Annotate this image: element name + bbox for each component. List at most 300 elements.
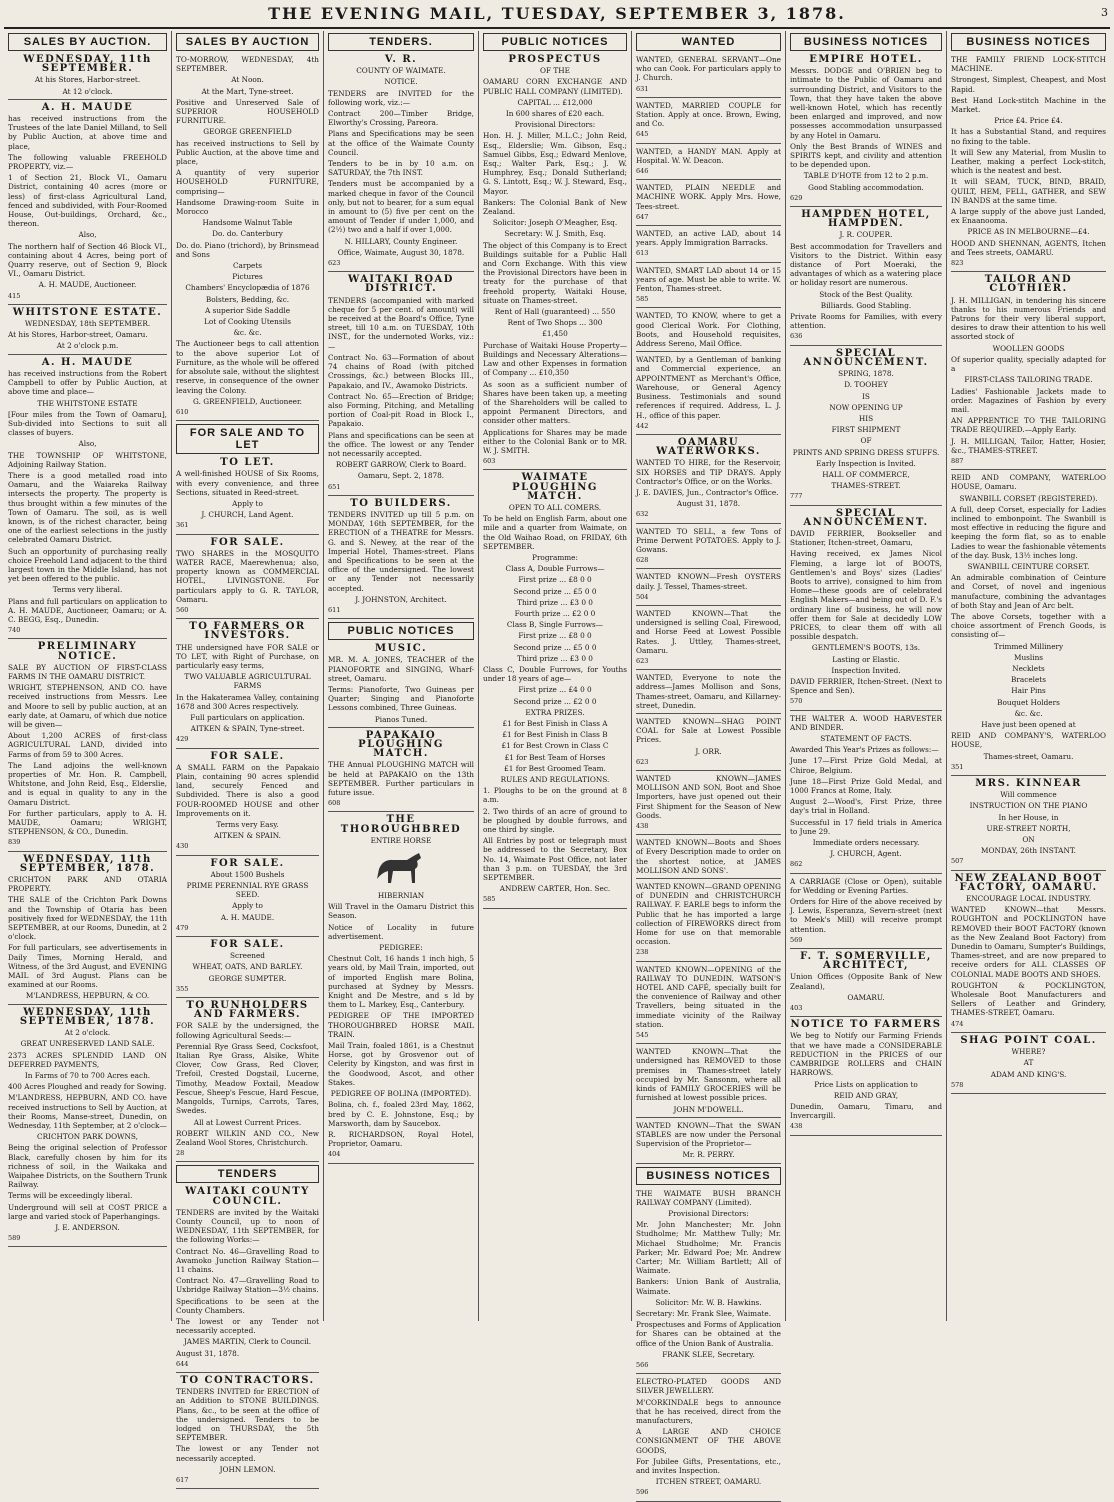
advertisement	[636, 609, 781, 666]
ad-line: Specifications to be seen at the County Chambers.	[176, 1296, 319, 1315]
ad-line: &c. &c.	[233, 328, 262, 338]
ad-separator	[636, 713, 781, 714]
advertisement	[636, 183, 781, 222]
ad-line: Purchase of Waitaki House Property—Buildings and Necessary Alterations—Law and other Expenses in formation of Company ... £10,350	[483, 340, 627, 378]
ad-line: JOHN M'DOWELL.	[673, 1104, 744, 1114]
ad-number: 479	[176, 923, 189, 932]
ad-line: DAVID FERRIER, Itchen-Street. (Next to Spence and Sen).	[790, 676, 942, 696]
ad-line: At his Stores, Harbor-street.	[34, 75, 141, 85]
ad-line: OAMARU.	[847, 992, 885, 1002]
ad-line: Will Travel in the Oamaru District this Season.	[328, 902, 474, 921]
ad-number: 429	[176, 735, 189, 744]
ad-line: M'LANDRESS, HEPBURN, AND CO. have received instructions to Sell by Auction, at their Rooms, Manse-street, Dunedin, on Wednesday, 11th September, at 2 o'clock—	[8, 1093, 167, 1130]
ad-line: has received instructions from the Trustees of the late Daniel Milland, to Sell by Public Auction, at above time and place,	[8, 114, 167, 151]
ad-line: D. TOOHEY	[844, 380, 888, 390]
ad-line: Bouquet Holders	[997, 697, 1060, 707]
ad-line: At 12 o'clock.	[62, 86, 113, 96]
ad-line: GEORGE SUMPTER.	[208, 973, 287, 983]
ad-line: WANTED KNOWN—OPENING of the RAILWAY TO DUNEDIN. WATSON'S HOTEL AND CAFÉ, specially built for the convenience of Railway and other Travellers, being situated in the immediate vicinity of the Railway station.	[636, 964, 781, 1029]
ad-line: IS	[862, 391, 870, 401]
ad-separator	[176, 936, 319, 937]
advertisement	[176, 55, 319, 417]
ad-number: 355	[176, 984, 189, 993]
ad-number: 647	[636, 212, 649, 221]
ad-line: J. CHURCH, Land Agent.	[201, 510, 294, 520]
ad-line: WANTED, TO KNOW, where to get a good Clerical Work. For Clothing, Boots, and Household requisites, Address Sereno, Mail Office.	[636, 311, 781, 349]
ad-line: Private Rooms for Families, with every attention.	[790, 312, 942, 331]
ad-line: TO-MORROW, WEDNESDAY, 4th SEPTEMBER.	[176, 55, 319, 74]
section-header: BUSINESS NOTICES	[790, 33, 942, 51]
ad-number: 438	[790, 1122, 803, 1131]
ad-line: TENDERS are invited by the Waitaki County Council, up to noon of WEDNESDAY, 11th SEPTEMBER, for the following Works:—	[176, 1207, 319, 1245]
ad-line: WANTED, Everyone to note the address—James Mollison and Sons, Thames-street, Oamaru, and Killarney-street, Dunedin.	[636, 673, 781, 710]
advertisement	[951, 473, 1106, 772]
ad-line: Early Inspection is Invited.	[816, 458, 916, 468]
ad-number: 644	[176, 1359, 189, 1368]
ad-line: A LARGE AND CHOICE CONSIGNMENT OF THE ABOVE GOODS,	[636, 1427, 781, 1455]
ad-line: Contract No. 65—Erection of Bridge; also Forming, Pitching, and Metalling portion of Coal-pit Road in Block I., Papakaio.	[328, 391, 474, 429]
ad-line: Inspection Invited.	[831, 665, 901, 675]
ad-number: 623	[328, 259, 341, 268]
ad-line: Immediate orders necessary.	[812, 838, 920, 848]
ad-line: THE WAIMATE BUSH BRANCH RAILWAY COMPANY (Limited).	[636, 1188, 781, 1207]
masthead-rule	[4, 27, 1110, 29]
ad-line: FOR SALE.	[210, 750, 285, 762]
advertisement	[636, 311, 781, 348]
section-header: FOR SALE AND TO LET	[176, 424, 319, 454]
ad-separator	[8, 638, 167, 639]
ad-line: Class A, Double Furrows—	[505, 564, 605, 574]
ad-line: AN APPRENTICE TO THE TAILORING TRADE REQUIRED.—Apply Early.	[951, 416, 1106, 435]
ad-line: Best accommodation for Travellers and Visitors to the District. Within easy distance of Port Moeraki, the advantages of which as a watering place or holiday resort are numerous.	[790, 241, 942, 288]
advertisement	[328, 55, 474, 268]
ad-separator	[176, 748, 319, 749]
newspaper-title: THE EVENING MAIL, TUESDAY, SEPTEMBER 3, 1878.	[268, 4, 846, 23]
advertisement	[8, 358, 167, 636]
ad-line: FOR SALE.	[210, 536, 285, 548]
ad-line: Also,	[78, 439, 97, 449]
ad-line: A. H. MAUDE, Auctioneer.	[38, 280, 137, 290]
advertisement	[790, 210, 942, 342]
ad-line: N. HILLARY, County Engineer.	[344, 236, 458, 246]
ad-line: SPRING, 1878.	[838, 369, 894, 379]
ad-number: 404	[328, 1150, 341, 1159]
ad-line: OF THE	[540, 66, 570, 76]
ad-line: At Noon.	[231, 75, 264, 85]
ad-separator	[176, 855, 319, 856]
ad-line: At 2 o'clock p.m.	[56, 341, 119, 351]
advertisement	[636, 1121, 781, 1160]
ad-separator	[328, 618, 474, 619]
advertisement	[328, 644, 474, 724]
ad-number: 585	[483, 895, 496, 904]
ad-number: 629	[790, 193, 803, 202]
ad-number: 651	[328, 482, 341, 491]
ad-line: All Entries by post or telegraph must be addressed to the Secretary, Box No. 14, Waimate Post Office, not later than 3 p.m. on TUESDAY, the 3rd SEPTEMBER.	[483, 836, 627, 883]
column-public-notices	[479, 31, 632, 1321]
ad-line: SWANBILL CORSET (REGISTERED).	[959, 493, 1098, 503]
ad-line: OAMARU CORN EXCHANGE AND PUBLIC HALL COMPANY (LIMITED).	[483, 77, 627, 96]
ad-line: 1 of Section 21, Block VI., Oamaru District, containing 40 acres (more or less) of first-class Agricultural Land, fenced and subdivided, with Four-Roomed House, Out-buildings, Orchard, &c., thereon.	[8, 173, 167, 229]
ad-line: All at Lowest Current Prices.	[193, 1117, 302, 1127]
ad-line: TO LET.	[220, 457, 275, 469]
ad-line: PRICE AS IN MELBOURNE—£4.	[967, 227, 1090, 237]
ad-line: SALE BY AUCTION OF FIRST-CLASS FARMS IN THE OAMARU DISTRICT.	[8, 662, 167, 681]
ad-date: August 31, 1878.	[176, 1348, 240, 1358]
ad-separator	[328, 727, 474, 728]
ad-line: We beg to Notify our Farming Friends that we have made a CONSIDERABLE REDUCTION in the PRICES of our CAMBRIDGE ROLLERS and CHAIN HARROWS.	[790, 1031, 942, 1078]
ad-separator	[8, 354, 167, 355]
ad-line: Perennial Rye Grass Seed, Cocksfoot, Italian Rye Grass, Alsike, White Clover, Cow Grass, Red Clover, Trefoil, Crested Dogstail, Lucerne, Timothy, Meadow Foxtail, Meadow Fescue, Sheep's Fescue, Hard Fescue, Mangolds, Turnips, Carrots, Tares, Swedes.	[176, 1041, 319, 1116]
ad-line: WHITSTONE ESTATE.	[12, 306, 163, 318]
advertisement	[8, 855, 167, 1001]
ad-line: About 1,200 ACRES of first-class AGRICULTURAL LAND, divided into Farms of from 59 to 300 Acres.	[8, 731, 167, 759]
ad-separator	[328, 271, 474, 272]
ad-line: The lowest or any Tender not necessarily accepted.	[176, 1316, 319, 1336]
ad-line: Solicitor: Joseph O'Meagher, Esq.	[492, 218, 618, 228]
ad-line: J. E. ANDERSON.	[55, 1222, 120, 1232]
ad-separator	[176, 534, 319, 535]
ad-separator	[8, 1004, 167, 1005]
ad-number: 438	[636, 822, 649, 831]
ad-line: J. E. DAVIES, Jun., Contractor's Office.	[636, 487, 779, 497]
ad-line: WOOLLEN GOODS	[992, 343, 1065, 353]
ad-number: 504	[636, 592, 649, 601]
ad-number: 631	[636, 84, 649, 93]
ad-line: Mr. R. PERRY.	[682, 1150, 735, 1160]
ad-line: TABLE D'HOTE from 12 to 2 p.m.	[803, 171, 929, 181]
ad-line: The northern half of Section 46 Block VI., containing about 4 Acres, being port of Quarry reserve, out of Section 9, Block VI., Oamaru District.	[8, 241, 167, 279]
ad-line: A. H. MAUDE.	[220, 912, 275, 922]
ad-line: Dunedin, Oamaru, Timaru, and Invercargill.	[790, 1101, 942, 1121]
ad-line: WANTED KNOWN—That the undersigned is selling Coal, Firewood, and Horse Feed at Lowest Possible Rates. J. Uttley, Thames-street, Oamaru.	[636, 608, 781, 655]
ad-separator	[636, 961, 781, 962]
ad-separator	[636, 1373, 781, 1374]
ad-separator	[790, 206, 942, 207]
advertisement	[328, 499, 474, 615]
ad-line: Provisional Directors:	[514, 120, 596, 130]
ad-line: PRELIMINARY NOTICE.	[37, 641, 138, 662]
advertisement	[636, 266, 781, 305]
ad-line: 2. Two thirds of an acre of ground to be ploughed by double furrows, and one third by single.	[483, 806, 627, 835]
ad-line: It will SEAM, TUCK, BIND, BRAID, QUILT, HEM, FELL, GATHER, and SEW IN BANDS at the same time.	[951, 177, 1106, 205]
advertisement	[176, 752, 319, 852]
ad-line: M'CORKINDALE begs to announce that he has received, direct from the manufacturers,	[636, 1397, 781, 1425]
ad-line: WANTED KNOWN—That the undersigned has REMOVED to those premises in Thames-street lately occupied by Mr. Sansonm, where all kinds of FAMILY GROCERIES will be furnished at lowest possible prices.	[636, 1047, 781, 1103]
ad-number: 823	[951, 259, 964, 268]
advertisement	[951, 55, 1106, 268]
advertisement	[176, 1001, 319, 1158]
ad-number: 636	[790, 332, 803, 341]
ad-line: SHAG POINT COAL.	[960, 1034, 1097, 1046]
ad-line: 400 Acres Ploughed and ready for Sowing.	[8, 1082, 167, 1092]
ad-line: Terms very liberal.	[52, 585, 123, 595]
ad-separator	[951, 775, 1106, 776]
advertisement	[636, 965, 781, 1041]
ad-line: THE THOROUGHBRED	[340, 814, 462, 835]
ad-line: A well-finished HOUSE of Six Rooms, with every convenience, and three Sections, situated in Reed-street.	[176, 469, 319, 497]
advertisement	[636, 717, 781, 767]
ad-line: Mail Train, foaled 1861, is a Chestnut Horse, got by Grosvenor out of Celerity by Kingston, and was first in the Goodwood, Ascot, and other Stakes.	[328, 1041, 474, 1087]
ad-line: HALL OF COMMERCE,	[822, 469, 910, 479]
ad-line: WAIMATE PLOUGHING MATCH.	[512, 472, 598, 502]
ad-line: Underground will sell at COST PRICE a large and varied stock of Paperhangings.	[8, 1202, 167, 1221]
ad-line: COUNTY OF WAIMATE.	[356, 66, 446, 76]
ad-number: 28	[176, 1149, 185, 1158]
ad-separator	[636, 97, 781, 98]
ad-line: HIBERNIAN	[377, 891, 425, 901]
section-header: TENDERS.	[328, 33, 474, 51]
ad-number: 777	[790, 492, 803, 501]
ad-separator	[636, 1501, 781, 1502]
ad-separator	[636, 878, 781, 879]
ad-line: INSTRUCTION ON THE PIANO	[969, 801, 1088, 811]
advertisement	[8, 642, 167, 847]
ad-line: June 18—First Prize Gold Medal, and 1000 Francs at Rome, Italy.	[790, 776, 942, 796]
ad-line: Bracelets	[1011, 675, 1046, 685]
ad-line: THE WALTER A. WOOD HARVESTER AND BINDER.	[790, 713, 942, 732]
ad-line: Tenders must be accompanied by a marked cheque in favor of the Council only, but not to bearer, for a sum equal in amount to (5) five per cent on the amount of Tender if under 1,000, and (2½) two and a half if over 1,000.	[328, 179, 474, 235]
ad-line: HAMPDEN HOTEL, HAMPDEN.	[801, 209, 931, 230]
ad-number: 608	[328, 799, 341, 808]
ad-line: Being the original selection of Professor Black, carefully chosen by him for its richness of soil, in the Waikaka and Waipahee Districts, on the Southern Trunk Railway.	[8, 1143, 167, 1190]
ad-separator	[636, 262, 781, 263]
ad-number: 403	[790, 1004, 803, 1013]
ad-line: Class C, Double Furrows, for Youths under 18 years of age—	[483, 664, 627, 684]
ad-separator	[176, 420, 319, 421]
ad-line: Messrs. DODGE and O'BRIEN beg to intimate to the Public of Oamaru and surrounding District, and Visitors to the Town, that they have taken the above well-known Hotel, which has recently been enlarged and improved, and now possesses accommodation unsurpassed by any Hotel in Oamaru.	[790, 66, 942, 140]
ad-line: ON	[1022, 835, 1035, 845]
ad-number: 862	[790, 860, 803, 869]
ad-line: Contract No. 47—Gravelling Road to Uxbridge Railway Station—3½ chains.	[176, 1276, 319, 1295]
advertisement	[176, 538, 319, 616]
ad-separator	[636, 179, 781, 180]
ad-line: WANTED, a HANDY MAN. Apply at Hospital. W. W. Deacon.	[636, 146, 781, 165]
advertisement	[176, 1187, 319, 1369]
ad-line: Ladies' Fashionable Jackets made to order. Magazines of Fashion by every mail.	[951, 386, 1106, 414]
advertisement	[951, 779, 1106, 867]
ad-line: For further particulars, apply to A. H. MAUDE, Oamaru; WRIGHT, STEPHENSON, & CO., Dunedin.	[8, 808, 167, 837]
ad-line: June 17—First Prize Gold Medal, at Chiroe, Belgium.	[790, 756, 942, 775]
ad-line: SPECIAL ANNOUNCEMENT.	[803, 347, 929, 368]
ad-line: Muslins	[1013, 652, 1044, 662]
ad-line: Bolina, ch. f., foaled 23rd May, 1862, bred by C. E. Johnstone, Esq.; by Marsworth, dam by Saucebox.	[328, 1100, 474, 1128]
ad-line: Bankers: The Colonial Bank of New Zealand.	[483, 197, 627, 217]
advertisement	[636, 355, 781, 431]
ad-separator	[176, 1488, 319, 1489]
section-header: TENDERS	[176, 1165, 319, 1183]
ad-line: An admirable combination of Ceinture and Corset, of novel and ingenious manufacture, combining the advantages of both Stay and Jean of Arc belt.	[951, 573, 1106, 610]
ad-line: Chestnut Colt, 16 hands 1 inch high, 5 years old, by Mail Train, imported, out of imported English mare Bolina, purchased at Sydney by Messrs. Knight and De Mestre, and s ld by them to L. Markey, Esq., Canterbury.	[328, 954, 474, 1010]
ad-line: FOR SALE by the undersigned, the following Agricultural Seeds:—	[176, 1021, 319, 1040]
ad-separator	[790, 505, 942, 506]
ad-line: Billiards. Good Stabling.	[820, 300, 912, 310]
ad-line: TAILOR AND CLOTHIER.	[984, 274, 1073, 295]
ad-line: THE SALE of the Crichton Park Downs and the Township of Otaria has been positively fixed for WEDNESDAY, the 11th SEPTEMBER, at our Rooms, Dunedin, at 2 o'clock.	[8, 895, 167, 942]
ad-line: WANTED, by a Gentleman of banking and Commercial experience, an APPOINTMENT as Merchant's Office, Warehouse, or General Agency Business. Testimonials and sound references if required. Address, L. J. H., office of this paper.	[636, 355, 781, 420]
advertisement	[636, 774, 781, 831]
ad-line: 1. Ploughs to be on the ground at 8 a.m.	[483, 786, 627, 805]
ad-line: To be held on English Farm, about one mile and a quarter from Waimate, on the Old Waihao Road, on FRIDAY, 6th SEPTEMBER.	[483, 514, 627, 551]
ad-line: ITCHEN STREET, OAMARU.	[655, 1477, 762, 1487]
ad-line: AT	[1023, 1058, 1034, 1068]
ad-line: AITKEN & SPAIN, Tyne-street.	[190, 724, 305, 734]
ad-line: Applications for Shares may be made either to the Colonial Bank or to MR. W. J. SMITH.	[483, 427, 627, 455]
ad-line: A superior Side Saddle	[204, 305, 291, 315]
ad-line: Contract 200—Timber Bridge, Elworthy's Crossing, Pareora.	[328, 109, 474, 128]
ad-line: ELECTRO-PLATED GOODS AND SILVER JEWELLERY.	[636, 1377, 781, 1396]
ad-separator	[636, 1117, 781, 1118]
column-wanted-business	[632, 31, 786, 1497]
column-sales-for-sale-tenders	[172, 31, 324, 1484]
ad-line: August 2—Wood's, First Prize, three day's trial in Holland.	[790, 797, 942, 816]
ad-line: AITKEN & SPAIN.	[214, 831, 281, 841]
ad-number: 442	[636, 421, 649, 430]
ad-line: has received instructions from the Robert Campbell to offer by Public Auction, at above time and place—	[8, 368, 167, 397]
ad-line: Apply to	[232, 901, 263, 911]
ad-line: Third prize ... £3 0 0	[517, 597, 593, 607]
ad-number: 589	[8, 1234, 21, 1243]
advertisement	[636, 55, 781, 94]
ad-separator	[636, 351, 781, 352]
ad-line: &c. &c.	[1014, 708, 1043, 718]
ad-line: Class B, Single Furrows—	[506, 620, 604, 630]
ad-separator	[636, 1043, 781, 1044]
ad-line: Bankers: Union Bank of Australia, Waimate.	[636, 1277, 781, 1296]
ad-line: Solicitor: Mr. W. B. Hawkins.	[655, 1297, 762, 1307]
ad-line: Handsome Walnut Table	[202, 218, 293, 228]
ad-line: FRANK SLEE, Secretary.	[662, 1349, 755, 1359]
ad-line: OPEN TO ALL COMERS.	[508, 502, 602, 512]
ad-line: WANTED KNOWN—Fresh OYSTERS daily. J. Tessel, Thames-street.	[636, 572, 781, 591]
ad-separator	[636, 143, 781, 144]
advertisement	[328, 731, 474, 809]
ad-separator	[636, 770, 781, 771]
advertisement	[176, 622, 319, 744]
ad-line: Union Offices (Opposite Bank of New Zealand),	[790, 972, 942, 991]
ad-line: J. JOHNSTON, Architect.	[355, 594, 447, 604]
section-header: BUSINESS NOTICES	[951, 33, 1106, 51]
advertisement	[636, 147, 781, 177]
ad-separator	[176, 997, 319, 998]
ad-separator	[636, 307, 781, 308]
ad-number: 839	[8, 838, 21, 847]
ad-line: ROBERT WILKIN AND CO., New Zealand Wool Stores, Christchurch.	[176, 1128, 319, 1147]
ad-line: As soon as a sufficient number of Shares have been taken up, a meeting of the Shareholders will be called to appoint Permanent Directors, and consider other matters.	[483, 379, 627, 426]
advertisement	[790, 509, 942, 707]
horse-engraving-icon	[371, 849, 431, 887]
ad-line: SPECIAL ANNOUNCEMENT.	[803, 507, 929, 528]
ad-number: 570	[790, 697, 803, 706]
advertisement	[790, 55, 942, 203]
ad-line: Stock of the Best Quality.	[819, 289, 913, 299]
advertisement	[636, 572, 781, 602]
ad-line: FIRST-CLASS TAILORING TRADE.	[964, 375, 1093, 385]
ad-separator	[8, 99, 167, 100]
ad-number: 545	[636, 1031, 649, 1040]
section-header: BUSINESS NOTICES	[636, 1167, 781, 1185]
ad-line: A large supply of the above just Landed, ex Enaanooma.	[951, 207, 1106, 226]
ad-line: CRICHTON PARK AND OTARIA PROPERTY.	[8, 875, 167, 894]
ad-line: Pianos Tuned.	[374, 714, 428, 724]
ad-line: WANTED TO HIRE, for the Reservoir, SIX HORSES and TIP DRAYS. Apply Contractor's Office, or on the Works.	[636, 458, 781, 486]
advertisement	[951, 1036, 1106, 1090]
ad-line: ROBERT GARROW, Clerk to Board.	[335, 460, 467, 470]
ad-line: WEDNESDAY, 11th SEPTEMBER, 1878.	[19, 853, 156, 874]
advertisement	[636, 1377, 781, 1497]
ad-separator	[636, 434, 781, 435]
columns-container	[4, 31, 1110, 1497]
ad-line: TO FARMERS OR INVESTORS.	[189, 621, 306, 642]
ad-number: 596	[636, 1488, 649, 1497]
advertisement	[636, 882, 781, 958]
ad-line: For Jubilee Gifts, Presentations, etc., and invites Inspection.	[636, 1456, 781, 1475]
ad-line: Strongest, Simplest, Cheapest, and Most Rapid.	[951, 75, 1106, 94]
ad-separator	[636, 1163, 781, 1164]
ad-line: Chambers' Encyclopædia of 1876	[185, 283, 310, 293]
ad-line: In her House, in	[998, 812, 1059, 822]
ad-line: NOW OPENING UP	[829, 402, 903, 412]
ad-line: THE TOWNSHIP OF WHITSTONE, Adjoining Railway Station.	[8, 450, 167, 469]
ad-line: £1,450	[542, 329, 568, 339]
advertisement	[636, 527, 781, 566]
ad-number: 617	[176, 1476, 189, 1484]
ad-line: Secretary: W. J. Smith, Esq.	[504, 229, 606, 239]
ad-line: Plans and full particulars on application to A. H. MAUDE, Auctioneer, Oamaru; or A. C. BEGG, Esq., Dunedin.	[8, 596, 167, 624]
ad-line: It will Sew any Material, from Muslin to Leather, making a perfect Lock-stitch, which is the neatest and best.	[951, 147, 1106, 176]
ad-separator	[8, 304, 167, 305]
ad-line: OAMARU WATERWORKS.	[656, 436, 761, 458]
advertisement	[176, 458, 319, 530]
ad-number: 610	[176, 407, 189, 416]
ad-line: WEDNESDAY, 11th SEPTEMBER.	[23, 54, 152, 75]
ad-line: Office, Waimate, August 30, 1878.	[337, 247, 465, 257]
ad-separator	[790, 1135, 942, 1136]
advertisement	[176, 859, 319, 933]
ad-number: 611	[328, 605, 341, 614]
ad-line: REID AND GRAY,	[833, 1090, 899, 1100]
section-header: SALES BY AUCTION	[176, 33, 319, 51]
ad-line: Contract No. 63—Formation of about 74 chains of Road (with pitched Crossings, &c.) between Blocks III., Papakaio, and IV., Awamoko Districts.	[328, 352, 474, 390]
ad-line: Second prize ... £5 0 0	[513, 586, 597, 596]
ad-line: ENCOURAGE LOCAL INDUSTRY.	[965, 894, 1092, 904]
ad-separator	[790, 1016, 942, 1017]
ad-number: 415	[8, 291, 21, 300]
ad-line: JAMES MARTIN, Clerk to Council.	[183, 1337, 312, 1347]
ad-separator	[951, 1032, 1106, 1033]
ad-line: MUSIC.	[375, 643, 427, 655]
ad-line: Hair Pins	[1011, 686, 1046, 696]
ad-line: J. H. MILLIGAN, in tendering his sincere thanks to his numerous Friends and Patrons for their very liberal support, desires to draw their attention to his well assorted stock of	[951, 295, 1106, 342]
advertisement	[790, 714, 942, 870]
ad-separator	[176, 618, 319, 619]
ad-line: Notice of Locality in future advertisement.	[328, 922, 474, 941]
ad-line: J. R. COUPER.	[839, 230, 893, 240]
ad-number: 623	[636, 757, 649, 766]
ad-line: First prize ... £8 0 0	[518, 631, 592, 641]
ad-line: There is a good metalled road into Oamaru, and the Waiareka Railway intersects the property. The property is thus brought within a few minutes of the Town of Oamaru. The soil, as is well known, is of the richest character, being one of the earliest selections in the justly celebrated Oamaru District.	[8, 470, 167, 545]
ad-line: Trimmed Millinery	[993, 641, 1064, 651]
ad-line: £1 for Best Finish in Class A	[502, 719, 608, 728]
ad-line: WANTED, an active LAD, about 14 years. Apply Immigration Barracks.	[636, 229, 781, 248]
ad-line: WANTED KNOWN—that Messrs. ROUGHTON and POCKLINGTON have REMOVED their BOOT FACTORY (known as the New Zealand Boot Factory) from Dunedin to Oamaru, Sumpter's Buildings, Thames-street, and are now prepared to receive orders for ALL CLASSES OF COLONIAL MADE BOOTS AND SHOES.	[951, 905, 1106, 979]
ad-line: August 31, 1878.	[676, 499, 741, 509]
ad-line: J. CHURCH, Agent.	[830, 849, 902, 859]
ad-separator	[8, 851, 167, 852]
ad-separator	[176, 1161, 319, 1162]
ad-line: TO BUILDERS.	[350, 497, 452, 509]
advertisement	[790, 877, 942, 945]
